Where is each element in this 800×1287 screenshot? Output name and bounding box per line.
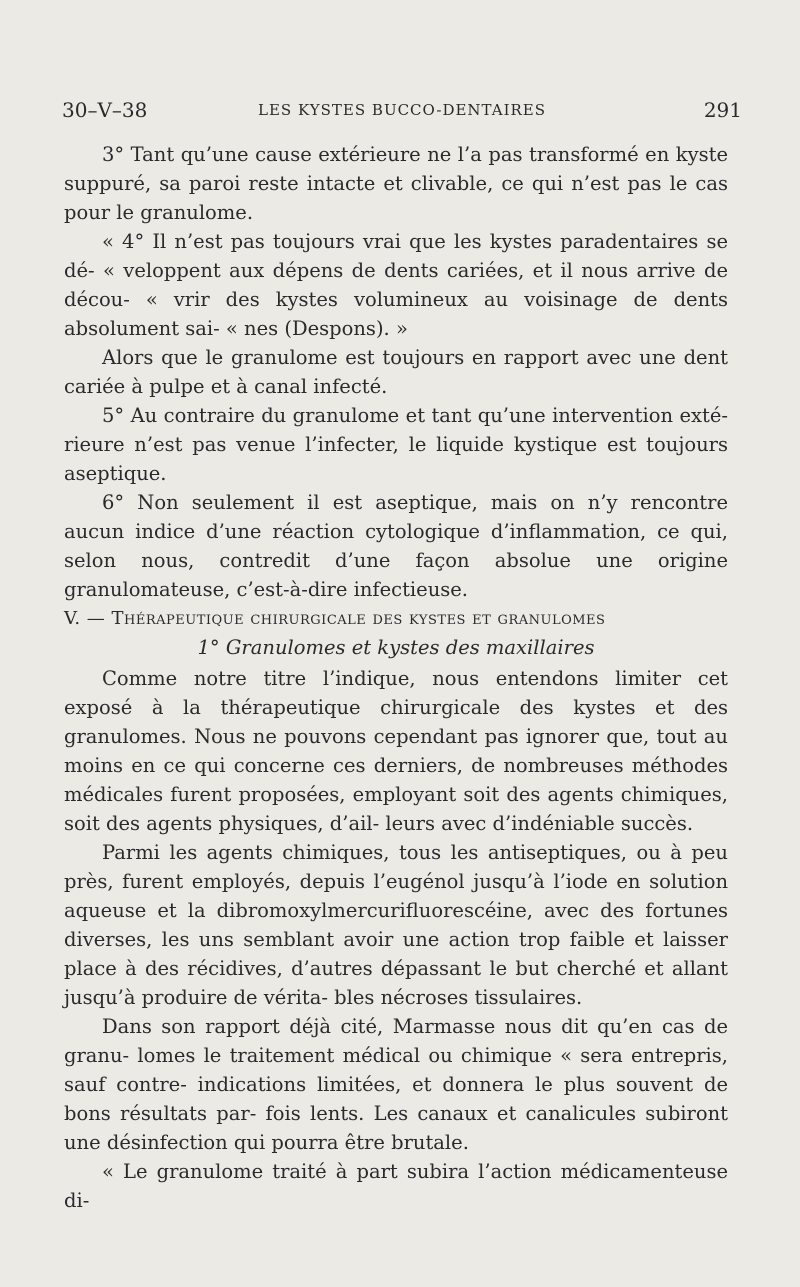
paragraph: 6° Non seulement il est aseptique, mais on n’y rencontre aucun indice d’une réaction cytologique d’inflammation, ce qui, selon nous, contredit d’une façon absolue une origine granulomateuse, c’est-à-dire infectieuse. xyxy=(64,491,728,601)
paragraph: 3° Tant qu’une cause extérieure ne l’a pas transformé en kyste suppuré, sa paroi reste intacte et clivable, ce qui n’est pas le cas pour le granulome. xyxy=(64,143,728,224)
subsection-heading: 1° Granulomes et kystes des maxillaires xyxy=(197,636,595,659)
paragraph: Dans son rapport déjà cité, Marmasse nous dit qu’en cas de granu- lomes le traitement médical ou chimique « sera entrepris, sauf contre- indications limitées, et donnera le plus souvent de bons résultats par- fois lents. Les canaux et canalicules subiront une désinfection qui pourra être brutale. xyxy=(64,1015,728,1154)
paragraph: « 4° Il n’est pas toujours vrai que les kystes paradentaires se dé- « veloppent aux dépens de dents cariées, et il nous arrive de décou- « vrir des kystes volumineux au voisinage de dents absolument sai- « nes (Despons). » xyxy=(64,230,728,340)
page-number: 291 xyxy=(703,98,742,122)
paragraph: 5° Au contraire du granulome et tant qu’une intervention exté- rieure n’est pas venue l’infecter, le liquide kystique est toujours aseptique. xyxy=(64,404,728,485)
paragraph: « Le granulome traité à part subira l’action médicamenteuse di- xyxy=(64,1160,728,1212)
paragraph: Comme notre titre l’indique, nous entendons limiter cet exposé à la thérapeutique chirurgicale des kystes et des granulomes. Nous ne pouvons cependant pas ignorer que, tout au moins en ce qui concerne ces derniers, de nombreuses méthodes médicales furent proposées, employant soit des agents chimiques, soit des agents physiques, d’ail- leurs avec d’indéniable succès. xyxy=(64,667,728,835)
paragraph: Alors que le granulome est toujours en rapport avec une dent cariée à pulpe et à canal infecté. xyxy=(64,346,728,398)
running-head xyxy=(62,98,742,128)
section-heading: V. — Thérapeutique chirurgicale des kystes et granulomes xyxy=(64,608,606,629)
running-head-date: 30–V–38 xyxy=(62,98,148,122)
paragraph: Parmi les agents chimiques, tous les antiseptiques, ou à peu près, furent employés, depuis l’eugénol jusqu’à l’iode en solution aqueuse et la dibromoxylmercurifluorescéine, avec des fortunes diverses, les uns semblant avoir une action trop faible et laisser place à des récidives, d’autres dépassant le but cherché et allant jusqu’à produire de vérita- bles nécroses tissulaires. xyxy=(64,841,728,1009)
running-head-title: LES KYSTES BUCCO-DENTAIRES xyxy=(257,101,547,119)
page-body xyxy=(64,140,728,1215)
